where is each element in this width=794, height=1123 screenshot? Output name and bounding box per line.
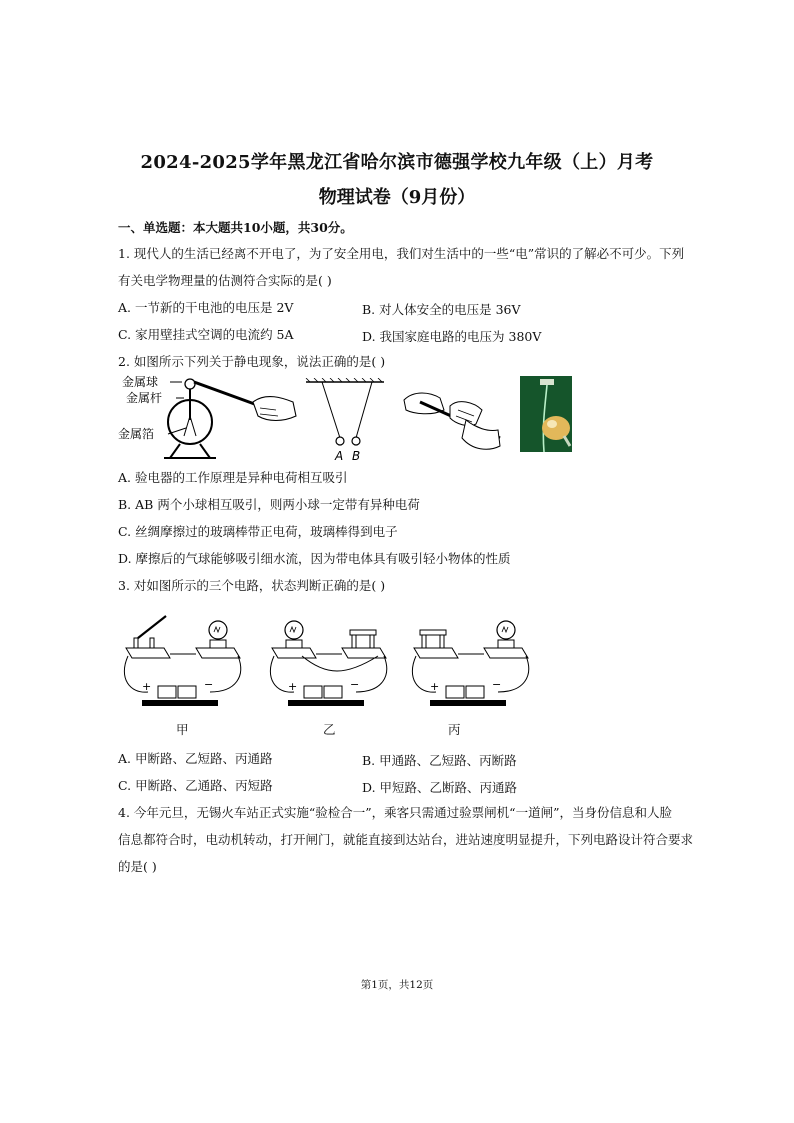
q3-option-b: B. 甲通路、乙短路、丙断路 bbox=[362, 753, 517, 768]
circuit-label-yi: 乙 bbox=[323, 722, 336, 737]
jia-plus: + bbox=[142, 680, 152, 693]
yi-minus: − bbox=[350, 678, 360, 691]
circuit-bing bbox=[408, 606, 538, 708]
q3-option-d: D. 甲短路、乙断路、丙通路 bbox=[362, 780, 518, 795]
exam-title: 2024-2025学年黑龙江省哈尔滨市德强学校九年级（上）月考 bbox=[140, 152, 654, 173]
jia-minus: − bbox=[204, 678, 214, 691]
q3-option-c: C. 甲断路、乙通路、丙短路 bbox=[118, 778, 273, 793]
q1-option-d: D. 我国家庭电路的电压为 380V bbox=[362, 329, 542, 344]
q4-stem-line3: 的是( ) bbox=[118, 859, 157, 874]
yi-plus: + bbox=[288, 680, 298, 693]
q3-option-a: A. 甲断路、乙短路、丙通路 bbox=[118, 751, 273, 766]
circuit-label-jia: 甲 bbox=[176, 722, 189, 737]
q2-option-c: C. 丝绸摩擦过的玻璃棒带正电荷，玻璃棒得到电子 bbox=[118, 524, 398, 539]
circuit-label-bing: 丙 bbox=[448, 722, 461, 737]
page-footer: 第1页，共12页 bbox=[360, 979, 434, 991]
q2-option-d: D. 摩擦后的气球能够吸引细水流，因为带电体具有吸引轻小物体的性质 bbox=[118, 551, 511, 566]
q2-stem: 2. 如图所示下列关于静电现象，说法正确的是( ) bbox=[118, 354, 386, 369]
q1-option-a: A. 一节新的干电池的电压是 2V bbox=[118, 300, 294, 315]
q1-stem-line1: 1. 现代人的生活已经离不开电了，为了安全用电，我们对生活中的一些“电”常识的了解必不可少。下列 bbox=[118, 246, 685, 261]
ball-label-b: B bbox=[352, 449, 361, 462]
q1-option-b: B. 对人体安全的电压是 36V bbox=[362, 302, 521, 317]
circuit-yi bbox=[266, 606, 396, 708]
q1-option-c: C. 家用壁挂式空调的电流约 5A bbox=[118, 327, 294, 342]
hanging-balls-figure bbox=[302, 378, 388, 462]
circuit-jia bbox=[120, 608, 250, 708]
q4-stem-line2: 信息都符合时，电动机转动，打开闸门，就能直接到达站台，进站速度明显提升，下列电路设计符合要求 bbox=[118, 832, 694, 847]
q2-option-b: B. AB 两个小球相互吸引，则两小球一定带有异种电荷 bbox=[118, 497, 420, 512]
section-heading: 一、单选题：本大题共10小题，共30分。 bbox=[118, 220, 353, 235]
q1-stem-line2: 有关电学物理量的估测符合实际的是( ) bbox=[118, 273, 332, 288]
exam-subtitle: 物理试卷（9月份） bbox=[318, 187, 476, 208]
electroscope-figure bbox=[118, 372, 300, 464]
rubbing-rod-figure bbox=[400, 380, 506, 460]
bing-plus: + bbox=[430, 680, 440, 693]
label-metal-ball: 金属球 bbox=[122, 375, 159, 389]
q3-stem: 3. 对如图所示的三个电路，状态判断正确的是( ) bbox=[118, 578, 386, 593]
label-metal-rod: 金属杆 bbox=[126, 391, 163, 405]
q4-stem-line1: 4. 今年元旦，无锡火车站正式实施“验检合一”，乘客只需通过验票闸机“一道闸”，当身份信息和人脸 bbox=[118, 805, 672, 820]
bing-minus: − bbox=[492, 678, 502, 691]
label-metal-foil: 金属箔 bbox=[118, 427, 155, 441]
balloon-water-photo bbox=[520, 376, 572, 452]
ball-label-a: A bbox=[335, 449, 344, 462]
q2-option-a: A. 验电器的工作原理是异种电荷相互吸引 bbox=[118, 470, 348, 485]
